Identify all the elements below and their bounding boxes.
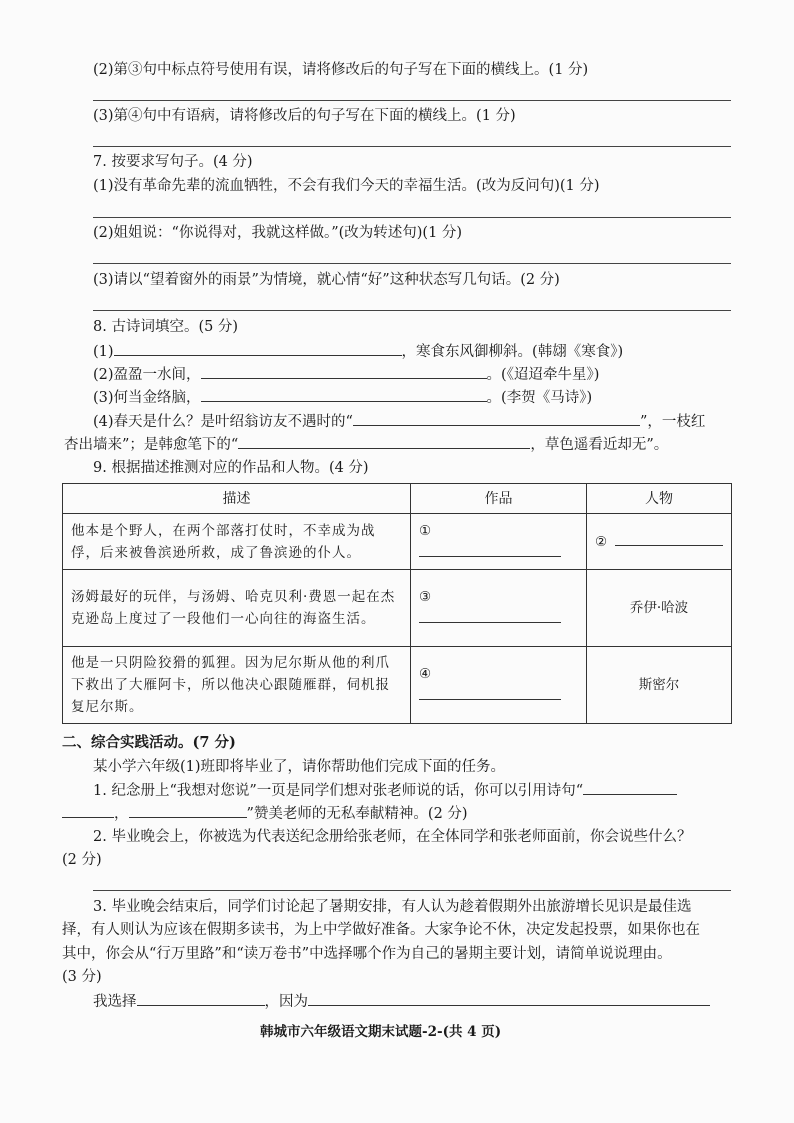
q9-title: 9. 根据描述推测对应的作品和人物。(4 分) (93, 460, 369, 476)
q7-sub1: (1)没有革命先辈的流血牺牲，不会有我们今天的幸福生活。(改为反问句)(1 分) (93, 178, 600, 194)
part2-q2-line1: 2. 毕业晚会上，你被选为代表送纪念册给张老师，在全体同学和张老师面前，你会说些什么？ (93, 829, 692, 845)
choice-blank[interactable] (137, 991, 265, 1006)
blank[interactable] (419, 685, 561, 700)
blank[interactable] (129, 803, 247, 818)
q8-l3-suffix: 。(李贺《马诗》) (486, 390, 593, 406)
q8-line2 (93, 364, 599, 385)
answer-line[interactable] (93, 263, 731, 264)
blank[interactable] (615, 531, 723, 546)
page-footer: 韩城市六年级语文期末试题-2-(共 4 页) (260, 1024, 502, 1040)
blank[interactable] (114, 341, 402, 356)
part2-q3-line1: 3. 毕业晚会结束后，同学们讨论起了暑期安排，有人认为趁着假期外出旅游增长见识是最佳选 (93, 899, 692, 915)
answer-line[interactable] (93, 310, 731, 311)
reason-blank[interactable] (308, 991, 710, 1006)
answer-line[interactable] (93, 890, 731, 891)
part2-q1-line2 (62, 803, 468, 824)
part2-q2-line2: (2 分) (62, 852, 102, 868)
choose-label: 我选择 (93, 994, 137, 1010)
circled-number: ④ (419, 666, 432, 682)
blank[interactable] (201, 387, 487, 402)
blank[interactable] (583, 780, 677, 795)
q6-sub3: (3)第④句中有语病，请将修改后的句子写在下面的横线上。(1 分) (93, 108, 516, 124)
part2-choice-line (93, 991, 710, 1012)
row-desc: 汤姆最好的玩伴，与汤姆、哈克贝利·费恩一起在杰克逊岛上度过了一段他们一心向往的海盗生活。 (63, 570, 411, 647)
blank[interactable] (419, 542, 561, 557)
q8-l5-suffix: ，草色遥看近却无”。 (530, 437, 669, 453)
table-row (63, 647, 732, 724)
q8-title: 8. 古诗词填空。(5 分) (93, 319, 239, 335)
answer-line[interactable] (93, 100, 731, 101)
row-person: 乔伊·哈波 (587, 570, 732, 647)
q7-title: 7. 按要求写句子。(4 分) (93, 154, 253, 170)
blank[interactable] (353, 411, 640, 426)
q8-l4-suffix: ”，一枝红 (639, 414, 706, 430)
blank[interactable] (62, 803, 114, 818)
header-person: 人物 (587, 484, 732, 514)
comma: ， (114, 806, 129, 822)
q8-l5-prefix: 杏出墙来”；是韩愈笔下的“ (64, 437, 239, 453)
q8-line3 (93, 387, 592, 408)
part2-q3-line4: (3 分) (62, 969, 102, 985)
q8-l1-prefix: (1) (93, 344, 114, 360)
part2-q3-line3: 其中，你会从“行万里路”和“读万卷书”中选择哪个作为自己的暑期主要计划，请简单说说理由。 (62, 946, 672, 962)
q7-sub2: (2)姐姐说：“你说得对，我就这样做。”(改为转述句)(1 分) (93, 225, 463, 241)
row-person: 斯密尔 (587, 647, 732, 724)
blank[interactable] (419, 608, 561, 623)
table-header-row (63, 484, 732, 514)
row-desc: 他是一只阴险狡猾的狐狸。因为尼尔斯从他的利爪下救出了大雁阿卡，所以他决心跟随雁群，伺机报复尼尔斯。 (63, 647, 411, 724)
part2-q1-text: 1. 纪念册上“我想对您说”一页是同学们想对张老师说的话，你可以引用诗句“ (93, 783, 584, 799)
row-desc: 他本是个野人，在两个部落打仗时，不幸成为战俘，后来被鲁滨逊所救，成了鲁滨逊的仆人。 (63, 514, 411, 570)
q6-sub2: (2)第③句中标点符号使用有误，请将修改后的句子写在下面的横线上。(1 分) (93, 62, 589, 78)
because-label: ，因为 (264, 994, 308, 1010)
q8-l2-suffix: 。(《迢迢牵牛星》) (486, 367, 600, 383)
part2-title: 二、综合实践活动。(7 分) (62, 734, 236, 751)
q8-l1-suffix: ，寒食东风御柳斜。(韩翃《寒食》) (401, 344, 624, 360)
table-row (63, 514, 732, 570)
q9-table (62, 483, 732, 724)
q8-l4-prefix: (4)春天是什么？是叶绍翁访友不遇时的“ (93, 414, 353, 430)
blank[interactable] (238, 434, 530, 449)
row-work (411, 647, 587, 724)
header-work: 作品 (411, 484, 587, 514)
q8-line1 (93, 341, 623, 362)
answer-line[interactable] (93, 217, 731, 218)
q8-l2-prefix: (2)盈盈一水间， (93, 367, 201, 383)
row-work (411, 570, 587, 647)
answer-line[interactable] (93, 146, 731, 147)
blank[interactable] (201, 364, 487, 379)
row-work (411, 514, 587, 570)
circled-number: ② (595, 533, 608, 550)
q7-sub3: (3)请以“望着窗外的雨景”为情境，就心情“好”这种状态写几句话。(2 分) (93, 272, 560, 288)
circled-number: ③ (419, 589, 432, 605)
q8-line4 (93, 411, 705, 432)
part2-intro: 某小学六年级(1)班即将毕业了，请你帮助他们完成下面的任务。 (93, 759, 506, 775)
part2-q1-line1 (93, 780, 677, 801)
q8-l3-prefix: (3)何当金络脑， (93, 390, 201, 406)
q8-line5 (64, 434, 668, 455)
part2-q3-line2: 择，有人则认为应该在假期多读书，为上中学做好准备。大家争论不休，决定发起投票，如果你也在 (62, 922, 700, 938)
circled-number: ① (419, 522, 432, 539)
row-person (587, 514, 732, 570)
header-desc: 描述 (63, 484, 411, 514)
table-row (63, 570, 732, 647)
part2-q1-suffix: ”赞美老师的无私奉献精神。(2 分) (246, 806, 468, 822)
